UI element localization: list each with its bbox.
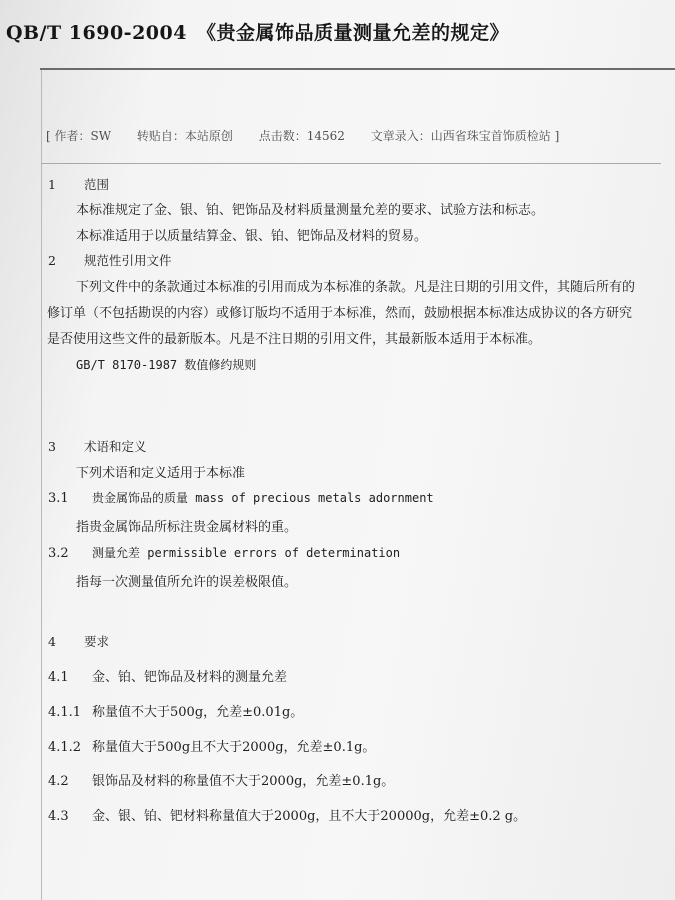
definition-3-2-text: 指每一次测量值所允许的误差极限值。 <box>76 575 298 590</box>
normative-reference: GB/T 8170-1987 数值修约规则 <box>76 358 257 372</box>
requirement-4-1-1: 4.1.1 称量值不大于500g，允差±0.01g。 <box>48 705 304 720</box>
meta-rule <box>41 163 661 164</box>
section-3-heading: 3 术语和定义 <box>48 439 147 454</box>
requirement-4-1-2: 4.1.2 称量值大于500g且不大于2000g，允差±0.1g。 <box>48 740 376 755</box>
meta-author: [ 作者：SW <box>46 129 112 143</box>
header-rule <box>40 68 675 70</box>
section-1-para-2: 本标准适用于以质量结算金、银、铂、钯饰品及材料的贸易。 <box>76 229 428 244</box>
meta-source: 转贴自：本站原创 <box>136 129 233 143</box>
requirement-4-3: 4.3 金、银、铂、钯材料称量值大于2000g，且不大于20000g，允差±0.2 g。 <box>48 809 527 824</box>
section-2-para-line-1: 下列文件中的条款通过本标准的引用而成为本标准的条款。凡是注日期的引用文件，其随后所有的 <box>76 280 636 295</box>
section-2-para-line-2: 修订单（不包括勘误的内容）或修订版均不适用于本标准，然而，鼓励根据本标准达成协议的各方研究 <box>47 306 633 321</box>
meta-clicks: 点击数：14562 <box>258 129 345 143</box>
definition-3-1-text: 指贵金属饰品所标注贵金属材料的重。 <box>76 520 298 535</box>
definition-3-2-term: 3.2 测量允差 permissible errors of determination <box>48 546 401 561</box>
section-1-heading: 1 范围 <box>48 177 110 192</box>
requirement-4-1: 4.1 金、铂、钯饰品及材料的测量允差 <box>48 670 288 685</box>
standard-number: QB/T 1690-2004 <box>6 22 187 44</box>
definition-3-1-term: 3.1 贵金属饰品的质量 mass of precious metals adornment <box>48 491 434 506</box>
left-border <box>41 70 42 900</box>
meta-entered-by: 文章录入：山西省珠宝首饰质检站 ] <box>370 129 560 143</box>
standard-name: 《贵金属饰品质量测量允差的规定》 <box>196 22 509 44</box>
section-2-heading: 2 规范性引用文件 <box>48 253 172 268</box>
article-meta <box>46 127 559 144</box>
document-title <box>6 18 509 45</box>
section-2-para-line-3: 是否使用这些文件的最新版本。凡是不注日期的引用文件，其最新版本适用于本标准。 <box>47 332 542 347</box>
section-1-para-1: 本标准规定了金、银、铂、钯饰品及材料质量测量允差的要求、试验方法和标志。 <box>76 203 545 218</box>
section-4-heading: 4 要求 <box>48 634 110 649</box>
section-3-intro: 下列术语和定义适用于本标准 <box>76 466 246 481</box>
requirement-4-2: 4.2 银饰品及材料的称量值不大于2000g，允差±0.1g。 <box>48 774 395 789</box>
